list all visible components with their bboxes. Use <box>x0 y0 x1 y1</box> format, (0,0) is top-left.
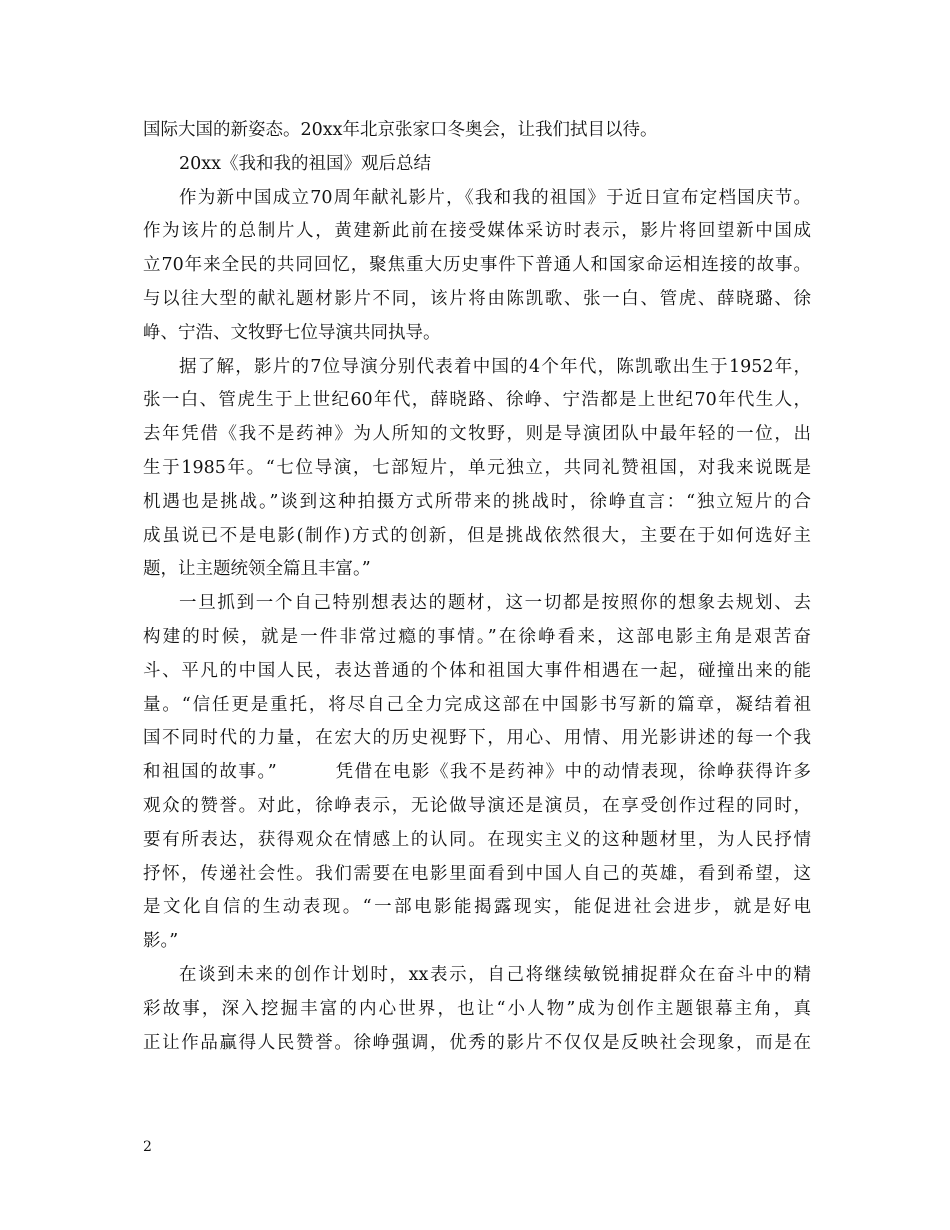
text-line: 生于1985年。“七位导演，七部短片，单元独立，共同礼赞祖国，对我来说既是 <box>143 457 811 478</box>
text-line: 是文化自信的生动表现。“一部电影能揭露现实，能促进社会进步，就是好电 <box>143 897 811 918</box>
text-line: 去年凭借《我不是药神》为人所知的文牧野，则是导演团队中最年轻的一位，出 <box>143 424 811 445</box>
text-line: 成虽说已不是电影(制作)方式的创新，但是挑战依然很大，主要在于如何选好主 <box>143 525 811 546</box>
text-line: 抒怀，传递社会性。我们需要在电影里面看到中国人自己的英雄，看到希望，这 <box>143 863 811 884</box>
text-line: 国不同时代的力量，在宏大的历史视野下，用心、用情、用光影讲述的每一个我 <box>143 728 811 749</box>
text-line: 作为该片的总制片人，黄建新此前在接受媒体采访时表示，影片将回望新中国成 <box>143 221 811 242</box>
text-line: 观众的赞誉。对此，徐峥表示，无论做导演还是演员，在享受创作过程的同时， <box>143 795 811 816</box>
text-line: 张一白、管虎生于上世纪60年代，薛晓路、徐峥、宁浩都是上世纪70年代生人， <box>143 390 811 411</box>
text-line: 峥、宁浩、文牧野七位导演共同执导。 <box>143 322 441 343</box>
text-line: 斗、平凡的中国人民，表达普通的个体和祖国大事件相遇在一起，碰撞出来的能 <box>143 660 811 681</box>
text-line: 构建的时候，就是一件非常过瘾的事情。”在徐峥看来，这部电影主角是艰苦奋 <box>143 626 811 647</box>
text-line: 要有所表达，获得观众在情感上的认同。在现实主义的这种题材里，为人民抒情 <box>143 829 811 850</box>
page-number: 2 <box>143 1139 152 1155</box>
text-line: 20xx《我和我的祖国》观后总结 <box>179 153 432 174</box>
text-line: 正让作品赢得人民赞誉。徐峥强调，优秀的影片不仅仅是反映社会现象，而是在 <box>143 1032 811 1053</box>
text-line: 彩故事，深入挖掘丰富的内心世界，也让“小人物”成为创作主题银幕主角，真 <box>143 998 811 1019</box>
text-line: 机遇也是挑战。”谈到这种拍摄方式所带来的挑战时，徐峥直言：“独立短片的合 <box>143 491 811 512</box>
text-line: 一旦抓到一个自己特别想表达的题材，这一切都是按照你的想象去规划、去 <box>179 593 811 614</box>
text-line: 和祖国的故事。” 凭借在电影《我不是药神》中的动情表现，徐峥获得许多 <box>143 762 811 783</box>
text-line: 立70年来全民的共同回忆，聚焦重大历史事件下普通人和国家命运相连接的故事。 <box>143 255 811 276</box>
text-line: 据了解，影片的7位导演分别代表着中国的4个年代，陈凯歌出生于1952年， <box>179 356 811 377</box>
text-line: 作为新中国成立70周年献礼影片，《我和我的祖国》于近日宣布定档国庆节。 <box>179 187 811 208</box>
text-line: 与以往大型的献礼题材影片不同，该片将由陈凯歌、张一白、管虎、薛晓璐、徐 <box>143 288 811 309</box>
document-body <box>143 114 811 1060</box>
text-line: 影。” <box>143 931 179 952</box>
text-line: 题，让主题统领全篇且丰富。” <box>143 559 371 580</box>
text-line: 量。“信任更是重托，将尽自己全力完成这部在中国影书写新的篇章，凝结着祖 <box>143 694 811 715</box>
text-line: 国际大国的新姿态。20xx年北京张家口冬奥会，让我们拭目以待。 <box>143 120 658 140</box>
text-line: 在谈到未来的创作计划时，xx表示，自己将继续敏锐捕捉群众在奋斗中的精 <box>179 964 811 985</box>
